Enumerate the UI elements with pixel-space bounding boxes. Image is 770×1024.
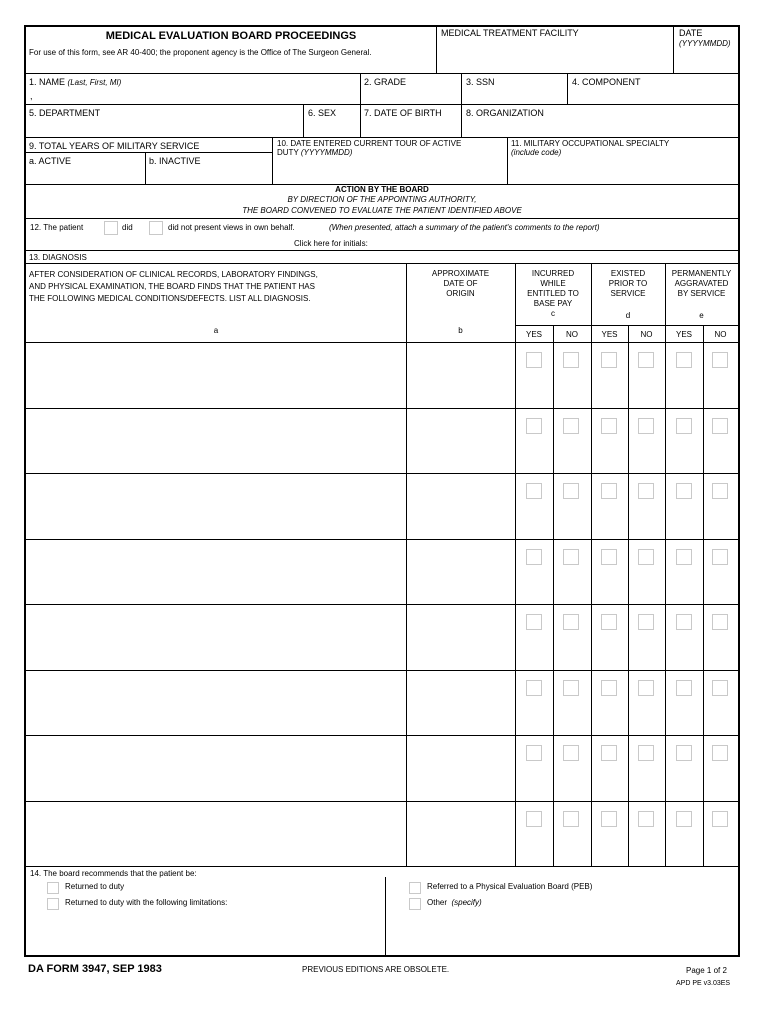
date-format-hint: (YYYYMMDD) <box>679 39 731 48</box>
col-d-header-line: EXISTED <box>610 269 646 278</box>
divider <box>360 104 361 137</box>
divider <box>26 342 738 343</box>
form-id: DA FORM 3947, SEP 1983 <box>28 963 162 975</box>
inactive-label: b. INACTIVE <box>149 156 201 166</box>
col-b-header-line: DATE OF <box>443 279 478 288</box>
other-checkbox[interactable] <box>409 898 421 910</box>
date-of-origin-field[interactable] <box>408 344 513 406</box>
diagnosis-c-yes-checkbox[interactable] <box>526 483 542 499</box>
col-e-header-line: BY SERVICE <box>677 289 726 298</box>
divider <box>515 263 516 866</box>
divider <box>26 263 738 264</box>
diagnosis-d-yes-checkbox[interactable] <box>601 483 617 499</box>
diagnosis-entry-field[interactable] <box>28 803 404 865</box>
other-label: Other (specify) <box>427 898 482 907</box>
diagnosis-c-no-checkbox[interactable] <box>563 483 579 499</box>
diagnosis-d-no-checkbox[interactable] <box>638 680 654 696</box>
version-label: APD PE v3.03ES <box>676 980 731 987</box>
col-b-header <box>406 269 515 299</box>
diagnosis-entry-field[interactable] <box>28 672 404 734</box>
col-b-header-line: ORIGIN <box>446 289 475 298</box>
diagnosis-e-yes-checkbox[interactable] <box>676 680 692 696</box>
mos-label: 11. MILITARY OCCUPATIONAL SPECIALTY <box>511 139 670 148</box>
recommend-label: 14. The board recommends that the patient be: <box>30 869 197 878</box>
date-of-origin-field[interactable] <box>408 410 513 472</box>
col-e-yes: YES <box>675 330 692 339</box>
divider <box>26 604 738 605</box>
divider <box>461 73 462 104</box>
col-e-header-line: AGGRAVATED <box>674 279 729 288</box>
initials-button[interactable]: Click here for initials: <box>294 239 368 248</box>
diagnosis-e-yes-checkbox[interactable] <box>676 549 692 565</box>
diagnosis-c-no-checkbox[interactable] <box>563 352 579 368</box>
department-label: 5. DEPARTMENT <box>29 108 101 118</box>
diagnosis-entry-field[interactable] <box>28 541 404 603</box>
col-d-no: NO <box>640 330 653 339</box>
diagnosis-entry-field[interactable] <box>28 737 404 799</box>
divider <box>272 137 273 184</box>
diagnosis-d-no-checkbox[interactable] <box>638 418 654 434</box>
divider <box>26 539 738 540</box>
diagnosis-e-no-checkbox[interactable] <box>712 549 728 565</box>
divider <box>515 325 738 326</box>
diagnosis-e-yes-checkbox[interactable] <box>676 418 692 434</box>
col-a-letter: a <box>213 326 219 335</box>
col-e-letter: e <box>699 311 704 320</box>
limitations-label: Returned to duty with the following limitations: <box>65 898 228 907</box>
diagnosis-c-no-checkbox[interactable] <box>563 680 579 696</box>
col-e-no: NO <box>714 330 727 339</box>
divider <box>436 27 437 73</box>
peb-label: Referred to a Physical Evaluation Board (PEB) <box>427 882 593 891</box>
col-e-header-line: PERMANENTLY <box>671 269 732 278</box>
name-field[interactable]: , <box>30 91 33 101</box>
action-line2: THE BOARD CONVENED TO EVALUATE THE PATIENT IDENTIFIED ABOVE <box>242 206 522 215</box>
diagnosis-d-no-checkbox[interactable] <box>638 483 654 499</box>
date-of-origin-field[interactable] <box>408 606 513 668</box>
diagnosis-c-yes-checkbox[interactable] <box>526 811 542 827</box>
page-number: Page 1 of 2 <box>686 966 727 975</box>
component-label: 4. COMPONENT <box>572 77 641 87</box>
diagnosis-e-no-checkbox[interactable] <box>712 418 728 434</box>
peb-checkbox[interactable] <box>409 882 421 894</box>
did-checkbox[interactable] <box>104 221 118 235</box>
facility-field[interactable] <box>441 42 669 70</box>
divider <box>406 263 407 866</box>
divider <box>385 877 386 956</box>
divider <box>26 250 738 251</box>
divider <box>26 473 738 474</box>
diagnosis-entry-field[interactable] <box>28 344 404 406</box>
diagnosis-text-line: AND PHYSICAL EXAMINATION, THE BOARD FINDS THAT THE PATIENT HAS <box>29 282 315 291</box>
divider <box>26 104 738 105</box>
returned-to-duty-checkbox[interactable] <box>47 882 59 894</box>
diagnosis-entry-field[interactable] <box>28 475 404 537</box>
divider <box>567 73 568 104</box>
diagnosis-c-yes-checkbox[interactable] <box>526 745 542 761</box>
obsolete-notice: PREVIOUS EDITIONS ARE OBSOLETE. <box>302 965 450 974</box>
diagnosis-e-yes-checkbox[interactable] <box>676 614 692 630</box>
diagnosis-e-yes-checkbox[interactable] <box>676 352 692 368</box>
divider <box>591 263 592 866</box>
diagnosis-text <box>29 269 318 305</box>
divider <box>703 325 704 866</box>
diagnosis-d-no-checkbox[interactable] <box>638 614 654 630</box>
diagnosis-e-no-checkbox[interactable] <box>712 811 728 827</box>
col-c-no: NO <box>566 330 578 339</box>
col-c-header <box>515 269 591 319</box>
divider <box>145 152 146 184</box>
divider <box>628 325 629 866</box>
col-d-header-line: PRIOR TO <box>608 279 648 288</box>
diagnosis-d-yes-checkbox[interactable] <box>601 549 617 565</box>
ssn-label: 3. SSN <box>466 77 495 87</box>
returned-to-duty-label: Returned to duty <box>65 882 125 891</box>
diagnosis-c-no-checkbox[interactable] <box>563 614 579 630</box>
divider <box>553 325 554 866</box>
tour-label: 10. DATE ENTERED CURRENT TOUR OF ACTIVE <box>277 139 462 148</box>
diagnosis-c-yes-checkbox[interactable] <box>526 680 542 696</box>
diagnosis-c-no-checkbox[interactable] <box>563 811 579 827</box>
divider <box>26 866 738 867</box>
diagnosis-c-no-checkbox[interactable] <box>563 549 579 565</box>
did-not-label: did not present views in own behalf. <box>168 223 295 232</box>
divider <box>26 408 738 409</box>
divider <box>26 735 738 736</box>
divider <box>303 104 304 137</box>
divider <box>507 137 508 184</box>
diagnosis-d-yes-checkbox[interactable] <box>601 352 617 368</box>
diagnosis-d-yes-checkbox[interactable] <box>601 418 617 434</box>
diagnosis-c-no-checkbox[interactable] <box>563 418 579 434</box>
col-b-header-line: APPROXIMATE <box>431 269 490 278</box>
diagnosis-e-yes-checkbox[interactable] <box>676 811 692 827</box>
action-line1: BY DIRECTION OF THE APPOINTING AUTHORITY, <box>287 195 477 204</box>
did-label: did <box>122 223 133 232</box>
form-title: MEDICAL EVALUATION BOARD PROCEEDINGS <box>105 30 357 42</box>
diagnosis-e-yes-checkbox[interactable] <box>676 483 692 499</box>
date-of-origin-field[interactable] <box>408 737 513 799</box>
action-title: ACTION BY THE BOARD <box>335 185 429 194</box>
diagnosis-d-no-checkbox[interactable] <box>638 352 654 368</box>
col-c-header-line: WHILE <box>540 279 566 288</box>
col-c-letter: c <box>551 309 555 318</box>
diagnosis-entry-field[interactable] <box>28 606 404 668</box>
col-c-header-line: BASE PAY <box>533 299 573 308</box>
date-of-origin-field[interactable] <box>408 541 513 603</box>
active-label: a. ACTIVE <box>29 156 72 166</box>
diagnosis-c-yes-checkbox[interactable] <box>526 352 542 368</box>
date-of-origin-field[interactable] <box>408 475 513 537</box>
col-d-letter: d <box>625 311 631 320</box>
facility-label: MEDICAL TREATMENT FACILITY <box>441 28 579 38</box>
divider <box>461 104 462 137</box>
diagnosis-d-no-checkbox[interactable] <box>638 549 654 565</box>
diagnosis-c-yes-checkbox[interactable] <box>526 614 542 630</box>
col-d-header <box>591 269 665 299</box>
grade-label: 2. GRADE <box>364 77 407 87</box>
diagnosis-text-line: AFTER CONSIDERATION OF CLINICAL RECORDS, LABORATORY FINDINGS, <box>29 270 318 279</box>
diagnosis-d-no-checkbox[interactable] <box>638 745 654 761</box>
divider <box>26 137 738 138</box>
diagnosis-e-no-checkbox[interactable] <box>712 352 728 368</box>
did-not-checkbox[interactable] <box>149 221 163 235</box>
diagnosis-c-yes-checkbox[interactable] <box>526 549 542 565</box>
diagnosis-e-no-checkbox[interactable] <box>712 483 728 499</box>
divider <box>26 218 738 219</box>
divider <box>26 73 738 74</box>
diagnosis-d-yes-checkbox[interactable] <box>601 745 617 761</box>
diagnosis-d-no-checkbox[interactable] <box>638 811 654 827</box>
diagnosis-d-yes-checkbox[interactable] <box>601 614 617 630</box>
sex-label: 6. SEX <box>308 108 337 118</box>
col-d-yes: YES <box>601 330 618 339</box>
date-of-origin-field[interactable] <box>408 803 513 865</box>
col-e-header <box>665 269 738 299</box>
date-label: DATE <box>679 28 703 38</box>
diagnosis-entry-field[interactable] <box>28 410 404 472</box>
col-c-header-line: INCURRED <box>531 269 575 278</box>
date-of-origin-field[interactable] <box>408 672 513 734</box>
col-d-header-line: SERVICE <box>610 289 646 298</box>
divider <box>26 801 738 802</box>
organization-label: 8. ORGANIZATION <box>466 108 544 118</box>
form-subtitle: For use of this form, see AR 40-400; the proponent agency is the Office of The Surgeon General. <box>29 48 372 57</box>
name-label: 1. NAME (Last, First, MI) <box>29 77 122 87</box>
limitations-checkbox[interactable] <box>47 898 59 910</box>
divider <box>360 73 361 104</box>
diagnosis-e-yes-checkbox[interactable] <box>676 745 692 761</box>
divider <box>673 27 674 73</box>
divider <box>26 152 272 153</box>
diagnosis-c-yes-checkbox[interactable] <box>526 418 542 434</box>
diagnosis-label: 13. DIAGNOSIS <box>29 253 87 262</box>
divider <box>26 670 738 671</box>
mos-hint: (include code) <box>511 148 562 157</box>
diagnosis-d-yes-checkbox[interactable] <box>601 680 617 696</box>
dob-label: 7. DATE OF BIRTH <box>364 108 442 118</box>
diagnosis-d-yes-checkbox[interactable] <box>601 811 617 827</box>
divider <box>665 263 666 866</box>
diagnosis-c-no-checkbox[interactable] <box>563 745 579 761</box>
diagnosis-e-no-checkbox[interactable] <box>712 680 728 696</box>
col-c-header-line: ENTITLED TO <box>527 289 579 298</box>
diagnosis-e-no-checkbox[interactable] <box>712 745 728 761</box>
col-b-letter: b <box>458 326 463 335</box>
patient-prefix: 12. The patient <box>30 223 84 232</box>
tour-label-line2: DUTY (YYYYMMDD) <box>277 148 353 157</box>
col-c-yes: YES <box>525 330 542 339</box>
date-field[interactable] <box>679 50 737 70</box>
diagnosis-e-no-checkbox[interactable] <box>712 614 728 630</box>
action-note: (When presented, attach a summary of the patient's comments to the report) <box>329 223 600 232</box>
diagnosis-text-line: THE FOLLOWING MEDICAL CONDITIONS/DEFECTS. LIST ALL DIAGNOSIS. <box>29 294 311 303</box>
service-years-label: 9. TOTAL YEARS OF MILITARY SERVICE <box>29 141 200 151</box>
